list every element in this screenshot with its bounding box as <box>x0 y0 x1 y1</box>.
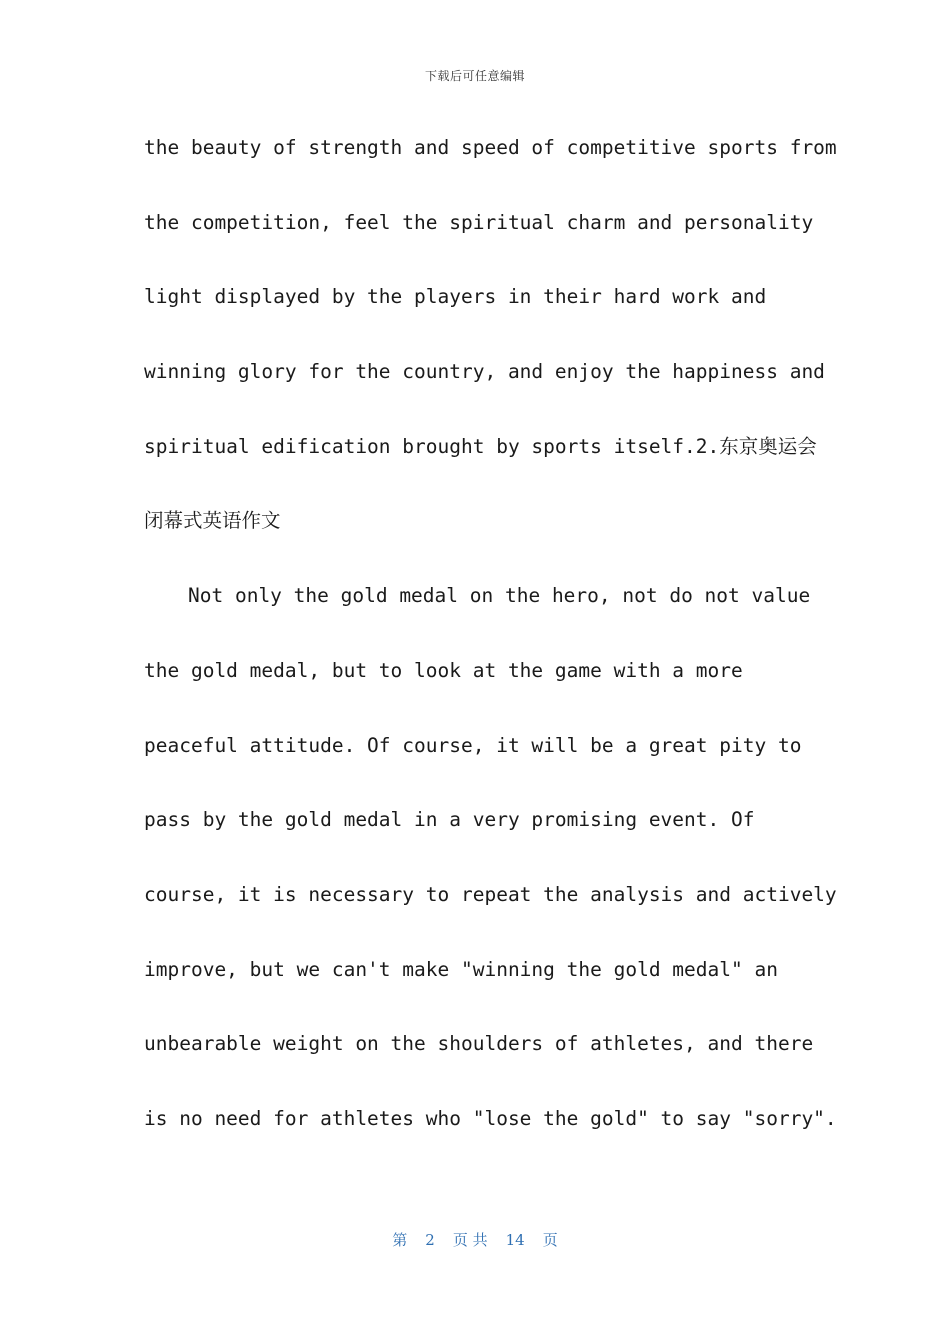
total-pages-number: 14 <box>505 1231 525 1249</box>
text-line: the beauty of strength and speed of competitive sports from <box>144 136 837 159</box>
footer-page-mid: 页 共 <box>452 1231 488 1249</box>
page-footer <box>0 1229 950 1250</box>
text-line: light displayed by the players in their hard work and <box>144 285 767 309</box>
footer-page-prefix: 第 <box>392 1231 408 1249</box>
section-heading: 闭幕式英语作文 <box>144 509 281 533</box>
text-line: improve, but we can't make "winning the gold medal" an <box>144 957 778 981</box>
text-line: spiritual edification brought by sports itself.2.东京奥运会 <box>144 434 817 458</box>
document-body <box>144 128 837 1174</box>
paragraph-first-line: Not only the gold medal on the hero, not do not value <box>188 584 811 608</box>
text-line: pass by the gold medal in a very promising event. Of <box>144 808 755 832</box>
text-line: the competition, feel the spiritual charm and personality <box>144 210 814 234</box>
text-line: is no need for athletes who "lose the gold" to say "sorry". <box>144 1106 837 1130</box>
page-header: 下载后可任意编辑 <box>424 69 525 83</box>
text-line: winning glory for the country, and enjoy the happiness and <box>144 360 825 384</box>
text-line: unbearable weight on the shoulders of athletes, and there <box>144 1032 814 1056</box>
current-page-number: 2 <box>425 1231 435 1249</box>
footer-page-suffix: 页 <box>542 1231 558 1249</box>
text-line: course, it is necessary to repeat the analysis and actively <box>144 882 837 906</box>
text-line: the gold medal, but to look at the game with a more <box>144 658 743 682</box>
text-line: peaceful attitude. Of course, it will be a great pity to <box>144 733 802 757</box>
